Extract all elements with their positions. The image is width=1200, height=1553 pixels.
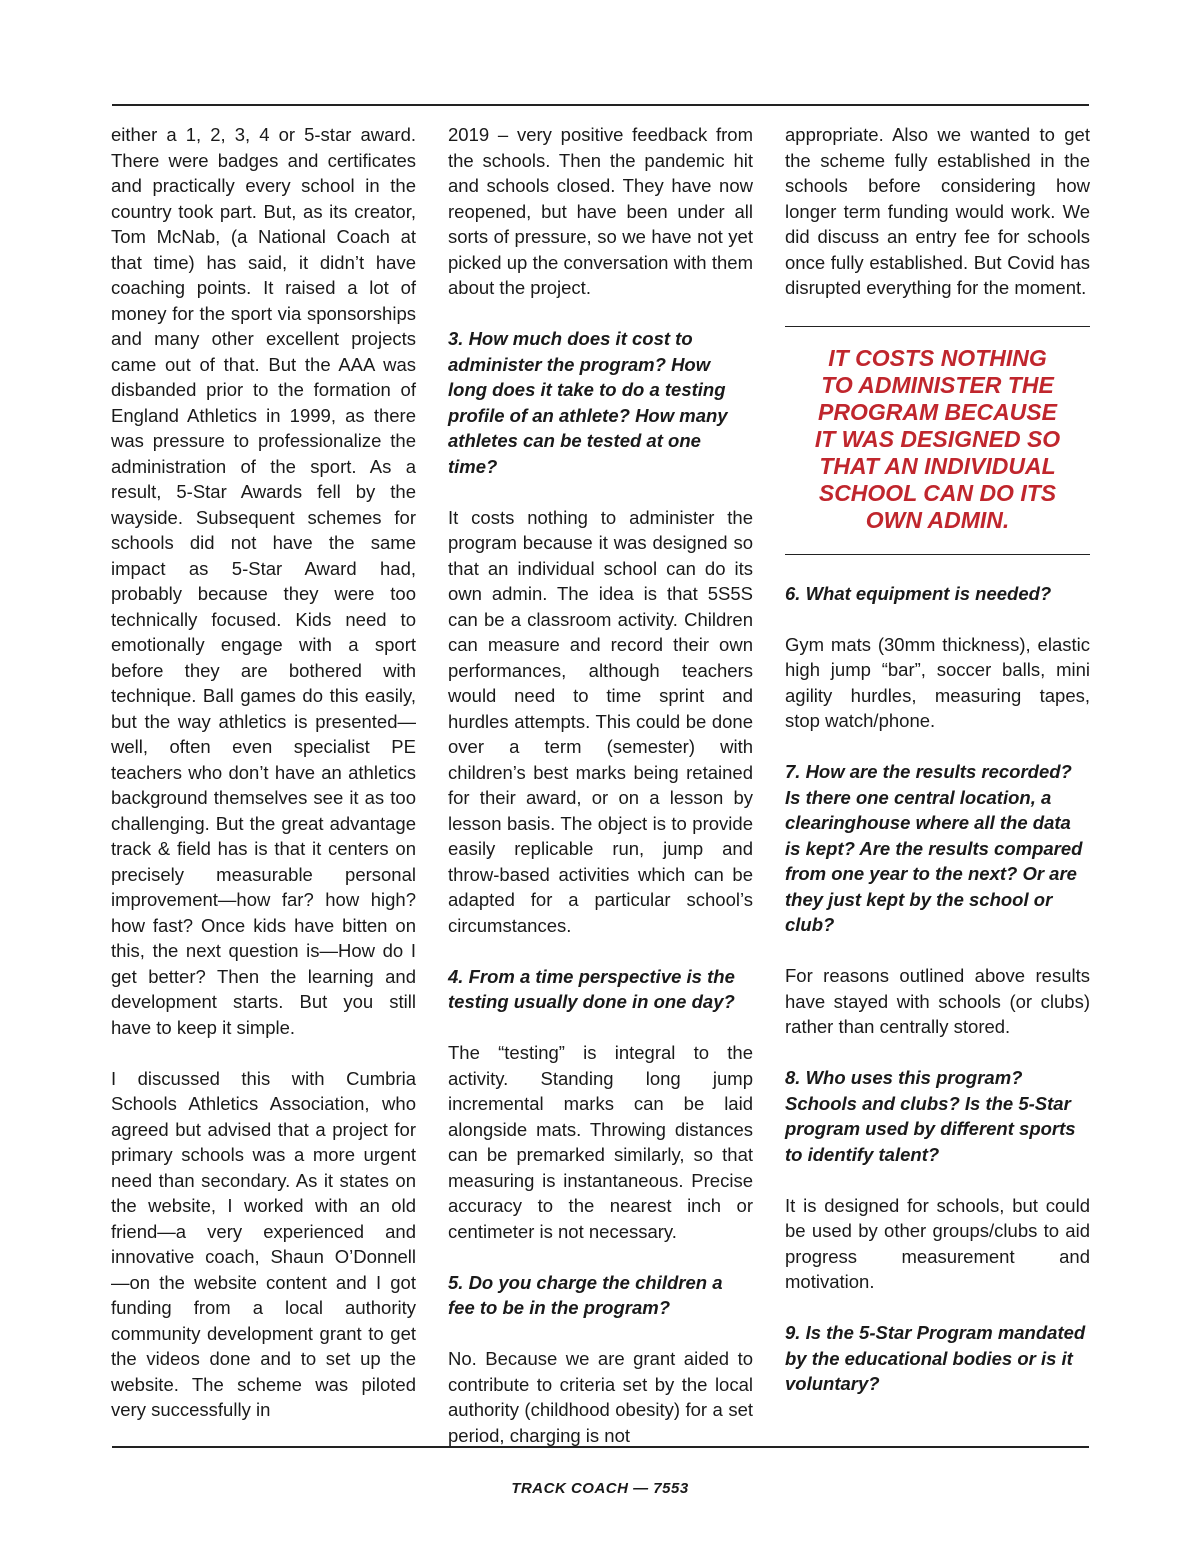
answer-7: For reasons outlined above results have stayed with schools (or clubs) rather than centrally stored. [785,965,1090,1037]
pull-quote-line: PROGRAM BECAUSE [818,399,1057,425]
top-rule [112,104,1089,106]
question-4: 4. From a time perspective is the testing usually done in one day? [448,965,735,1012]
answer-6: Gym mats (30mm thickness), elastic high jump “bar”, soccer balls, mini agility hurdles, measuring tapes, stop watch/phone. [785,633,1090,731]
body-paragraph: I discussed this with Cumbria Schools Athletics Association, who agreed but advised that a project for primary schools was a more urgent need than secondary. As it states on the website, I worked with an old friend—a very experienced and innovative coach, Shaun O’Donnell—on the website content and I got funding from a local authority community development grant to get the videos done and to set up the website. The scheme was piloted very successfully in [111,1067,416,1420]
pull-quote-line: OWN ADMIN. [865,507,1010,533]
bottom-rule [112,1446,1089,1448]
column-1 [111,122,416,1423]
page-footer: TRACK COACH — 7553 [511,1480,689,1497]
pull-quote-line: TO ADMINISTER THE [821,372,1054,398]
question-6: 6. What equipment is needed? [785,582,1052,604]
answer-5: No. Because we are grant aided to contribute to criteria set by the local authority (childhood obesity) for a set period, charging is not [448,1348,753,1446]
column-2 [448,122,753,1448]
question-7: 7. How are the results recorded? Is there one central location, a clearinghouse where all the data is kept? Are the results compared from one year to the next? Or are they just kept by the school or club? [785,761,1083,935]
pull-quote-line: THAT AN INDIVIDUAL [819,453,1056,479]
question-3: 3. How much does it cost to administer the program? How long does it take to do a testing profile of an athlete? How many athletes can be tested at one time? [448,328,728,477]
column-3 [785,122,1090,1397]
body-paragraph: appropriate. Also we wanted to get the scheme fully established in the schools before considering how longer term funding would work. We did discuss an entry fee for schools once fully established. But Covid has disrupted everything for the moment. [785,124,1090,298]
question-9: 9. Is the 5-Star Program mandated by the educational bodies or is it voluntary? [785,1322,1086,1394]
question-5: 5. Do you charge the children a fee to be in the program? [448,1271,723,1318]
body-paragraph: 2019 – very positive feedback from the schools. Then the pandemic hit and schools closed. They have now reopened, but have been under all sorts of pressure, so we have not yet picked up the conversation with them about the project. [448,124,753,298]
answer-8: It is designed for schools, but could be used by other groups/clubs to aid progress measurement and motivation. [785,1194,1090,1292]
body-paragraph: either a 1, 2, 3, 4 or 5-star award. There were badges and certificates and practically every school in the country took part. But, as its creator, Tom McNab, (a National Coach at that time) has said, it didn’t have coaching points. It raised a lot of money for the sport via sponsorships and many other excellent projects came out of that. But the AAA was disbanded prior to the formation of England Athletics in 1999, as there was pressure to professionalize the administration of the sport. As a result, 5-Star Awards fell by the wayside. Subsequent schemes for schools did not have the same impact as 5-Star Award had, probably because they were too technically focused. Kids need to emotionally engage with a sport before they are bothered with technique. Ball games do this easily, but the way athletics is presented—well, often even specialist PE teachers who don’t have an athletics background themselves see it as too challenging. But the great advantage track & field has is that it centers on precisely measurable personal improvement—how far? how high? how fast? Once kids have bitten on this, the next question is—How do I get better? Then the learning and development starts. But you still have to keep it simple. [111,124,416,1038]
answer-3: It costs nothing to administer the program because it was designed so that an individual school can do its own admin. The idea is that 5S5S can be a classroom activity. Children can measure and record their own performances, although teachers would need to time sprint and hurdles attempts. This could be done over a term (semester) with children’s best marks being retained for their award, or on a lesson by lesson basis. The object is to provide easily replicable run, jump and throw-based activities which can be adapted for a particular school’s circumstances. [448,506,753,936]
question-8: 8. Who uses this program? Schools and clubs? Is the 5-Star program used by different sports to identify talent? [785,1067,1076,1165]
pull-quote [785,326,1090,555]
pull-quote-line: IT COSTS NOTHING [828,345,1047,371]
answer-4: The “testing” is integral to the activity. Standing long jump incremental marks can be laid alongside mats. Throwing distances can be premarked similarly, so that measuring is instantaneous. Precise accuracy to the nearest inch or centimeter is not necessary. [448,1042,753,1242]
pull-quote-line: SCHOOL CAN DO ITS [818,480,1057,506]
pull-quote-line: IT WAS DESIGNED SO [814,426,1061,452]
